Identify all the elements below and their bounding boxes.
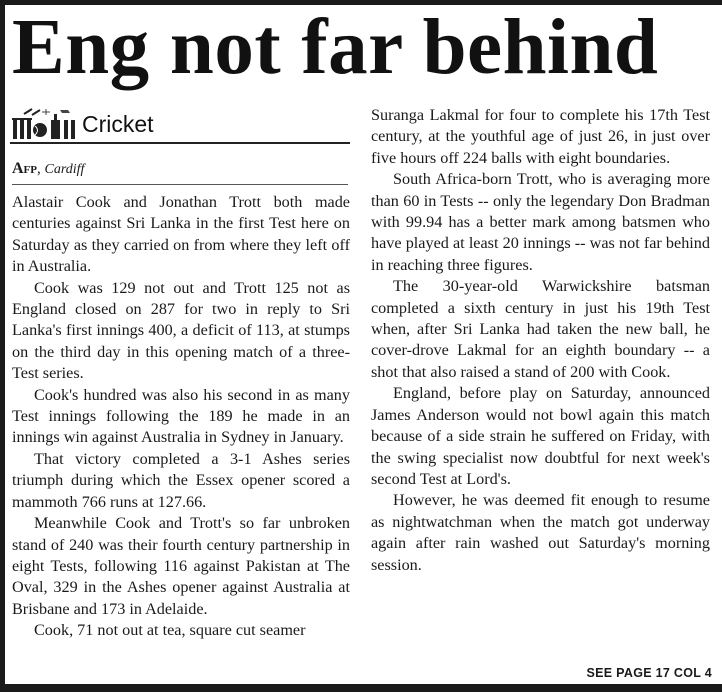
page-border-left xyxy=(0,0,5,692)
paragraph: Cook, 71 not out at tea, square cut seamer xyxy=(34,621,306,640)
byline xyxy=(12,158,348,185)
byline-separator: , xyxy=(37,161,41,177)
paragraph: South Africa-born Trott, who is averaging more than 60 in Tests -- only the legendary Don Bradman with 99.94 has a better mark among batsmen who have played at least 20 innings -- was not far behind in reaching three figures. xyxy=(371,170,710,274)
paragraph: Suranga Lakmal for four to complete his 17th Test century, at the youthful age of just 26, in just over five hours off 224 balls with eight boundaries. xyxy=(371,106,710,167)
byline-place: Cardiff xyxy=(44,162,85,177)
section-header xyxy=(10,106,350,144)
paragraph: Meanwhile Cook and Trott's so far unbroken stand of 240 was their fourth century partnership in eight Tests, following 116 against Pakistan at The Oval, 329 in the Ashes opener against Australia at Brisbane and 173 in Adelaide. xyxy=(12,514,350,618)
paragraph: Cook was 129 not out and Trott 125 not as England closed on 287 for two in reply to Sri Lanka's first innings 400, a deficit of 113, at stumps on the third day in this opening match of a three-Test series. xyxy=(12,278,350,383)
article-column-left xyxy=(12,192,350,642)
headline: Eng not far behind xyxy=(12,4,659,91)
paragraph: Cook's hundred was also his second in as many Test innings following the 189 he made in an innings win against Australia in Sydney in January. xyxy=(12,385,350,447)
paragraph: England, before play on Saturday, announced James Anderson would not bowl again this match because of a side strain he suffered on Friday, with the swing specialist now doubtful for next week's second Test at Lord's. xyxy=(371,384,710,488)
paragraph: However, he was deemed fit enough to resume as nightwatchman when the match got underway again after rain washed out Saturday's morning session. xyxy=(371,491,710,574)
section-label: Cricket xyxy=(82,111,154,137)
continued-on-page-note: SEE PAGE 17 COL 4 xyxy=(586,666,712,680)
paragraph: The 30-year-old Warwickshire batsman completed a sixth century in just his 19th Test when, after Sri Lanka had taken the new ball, he cover-drove Lakmal for an eighth boundary -- a shot that also raised a stand of 200 with Cook. xyxy=(371,277,710,381)
byline-agency: Afp xyxy=(12,160,37,177)
page-border-bottom xyxy=(0,684,722,692)
paragraph: Alastair Cook and Jonathan Trott both made centuries against Sri Lanka in the first Test here on Saturday as they carried on from where they left off in Australia. xyxy=(12,193,350,276)
paragraph: That victory completed a 3-1 Ashes series triumph during which the Essex opener scored a mammoth 766 runs at 127.66. xyxy=(12,449,350,511)
cricket-bat-ball-stumps-icon xyxy=(10,106,80,140)
article-column-right xyxy=(371,105,710,576)
